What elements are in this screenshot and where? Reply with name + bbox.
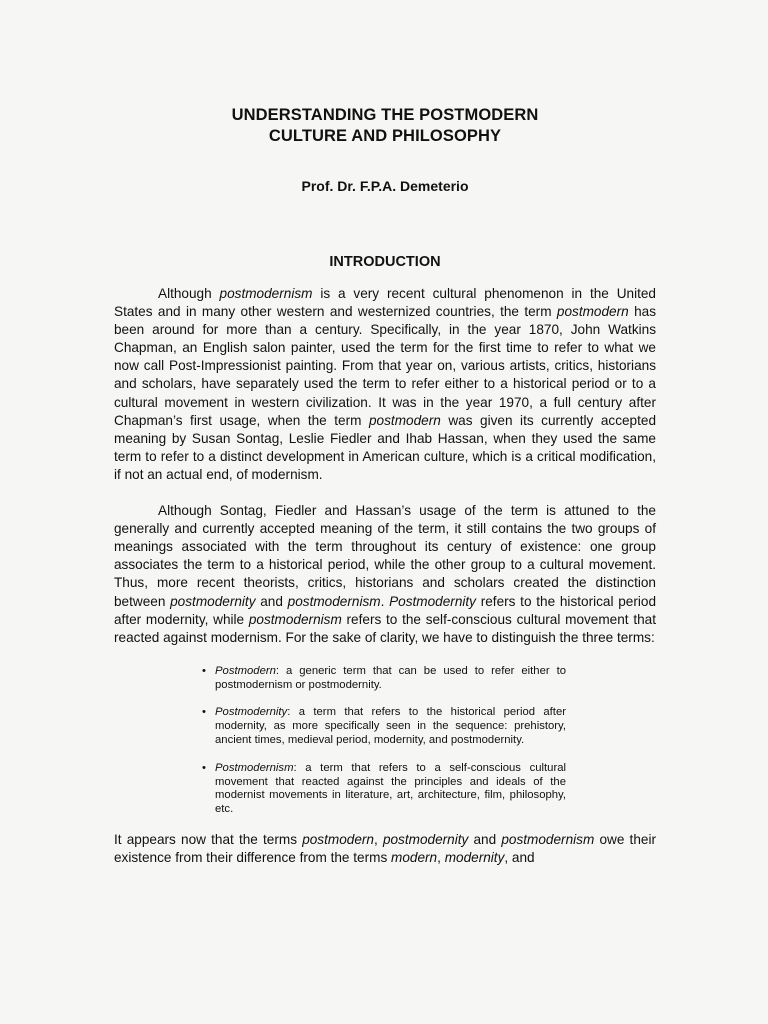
- p1-italic: postmodern: [556, 304, 629, 320]
- p2-text: and: [255, 593, 288, 609]
- p2-italic: postmodernism: [248, 611, 342, 627]
- list-item: [202, 762, 566, 817]
- p3-text: It appears now that the terms: [114, 831, 303, 847]
- p3-text: , and: [504, 850, 535, 866]
- p2-italic: Postmodernity: [389, 593, 476, 609]
- paragraph-2: [114, 502, 656, 647]
- author-name: Prof. Dr. F.P.A. Demeterio: [301, 178, 469, 194]
- p2-text: .: [380, 593, 390, 609]
- p3-text: owe their existence from their difference from the terms: [114, 831, 656, 866]
- p2-text: refers to the historical period after modernity, while: [114, 593, 657, 627]
- p3-text: ,: [437, 850, 445, 866]
- p2-text: refers to the self-conscious cultural movement that reacted against modernism. For the sake of clarity, we have to distinguish the three terms:: [114, 611, 656, 645]
- bullet-icon: •: [202, 761, 206, 774]
- p3-text: ,: [373, 831, 383, 847]
- p3-italic: postmodern: [302, 831, 374, 847]
- document-title: [114, 105, 656, 147]
- paragraph-1: [114, 285, 656, 484]
- terms-list: [114, 665, 566, 817]
- term-definition: : a term that refers to the historical period after modernity, as more specifically seen in the sequence: prehistory, ancient times, medieval period, modernity, and postmodernity.: [215, 706, 566, 746]
- paragraph-3: [114, 831, 656, 867]
- bullet-icon: •: [202, 706, 206, 719]
- p3-italic: postmodernity: [382, 831, 469, 847]
- title-line-2: CULTURE AND PHILOSOPHY: [268, 127, 502, 145]
- bullet-icon: •: [202, 664, 206, 677]
- p2-text: Although Sontag, Fiedler and Hassan’s usage of the term is attuned to the generally and currently accepted meaning of the term, it still contains the two groups of meanings associated with the term throughout its century of existence: one group associates the term to a historical period, while the other group to a cultural movement. Thus, more recent theorists, critics, historians and scholars created the distinction between: [114, 503, 656, 609]
- p1-text: Although: [158, 286, 220, 301]
- term-name: Postmodern: [215, 664, 276, 677]
- p1-text: was given its currently accepted meaning by Susan Sontag, Leslie Fiedler and Ihab Hassan, when they used the same term to refer to a distinct development in American culture, which is a critical modification, if not an actual end, of modernism.: [114, 412, 657, 482]
- p1-italic: postmodern: [369, 412, 441, 428]
- p3-text: and: [468, 831, 502, 847]
- p1-text: is a very recent cultural phenomenon in the United States and in many other western and westernized countries, the term: [114, 286, 656, 320]
- list-item: [202, 706, 566, 747]
- term-name: Postmodernism: [215, 761, 294, 774]
- p1-italic: postmodernism: [219, 286, 313, 301]
- p3-italic: modern: [391, 850, 438, 866]
- title-line-1: UNDERSTANDING THE POSTMODERN: [231, 106, 539, 124]
- p2-italic: postmodernity: [170, 593, 256, 609]
- p3-italic: modernity: [444, 850, 505, 866]
- term-name: Postmodernity: [215, 706, 288, 719]
- section-heading: INTRODUCTION: [329, 254, 441, 270]
- term-definition: : a generic term that can be used to refer either to postmodernism or postmodernity.: [215, 664, 566, 691]
- p1-text: has been around for more than a century. Specifically, in the year 1870, John Watkins Chapman, an English salon painter, used the term for the first time to refer to what we now call Post-Impressionist painting. From that year on, various artists, critics, historians and scholars, have separately used the term to refer either to a historical period or to a cultural movement in western civilization. It was in the year 1970, a full century after Chapman’s first usage, when the term: [114, 304, 656, 428]
- term-definition: : a term that refers to a self-conscious cultural movement that reacted against the principles and ideals of the modernist movements in literature, art, architecture, film, philosophy, etc.: [215, 761, 566, 816]
- p2-italic: postmodernism: [287, 593, 381, 609]
- p3-italic: postmodernism: [501, 831, 595, 847]
- list-item: [202, 665, 566, 693]
